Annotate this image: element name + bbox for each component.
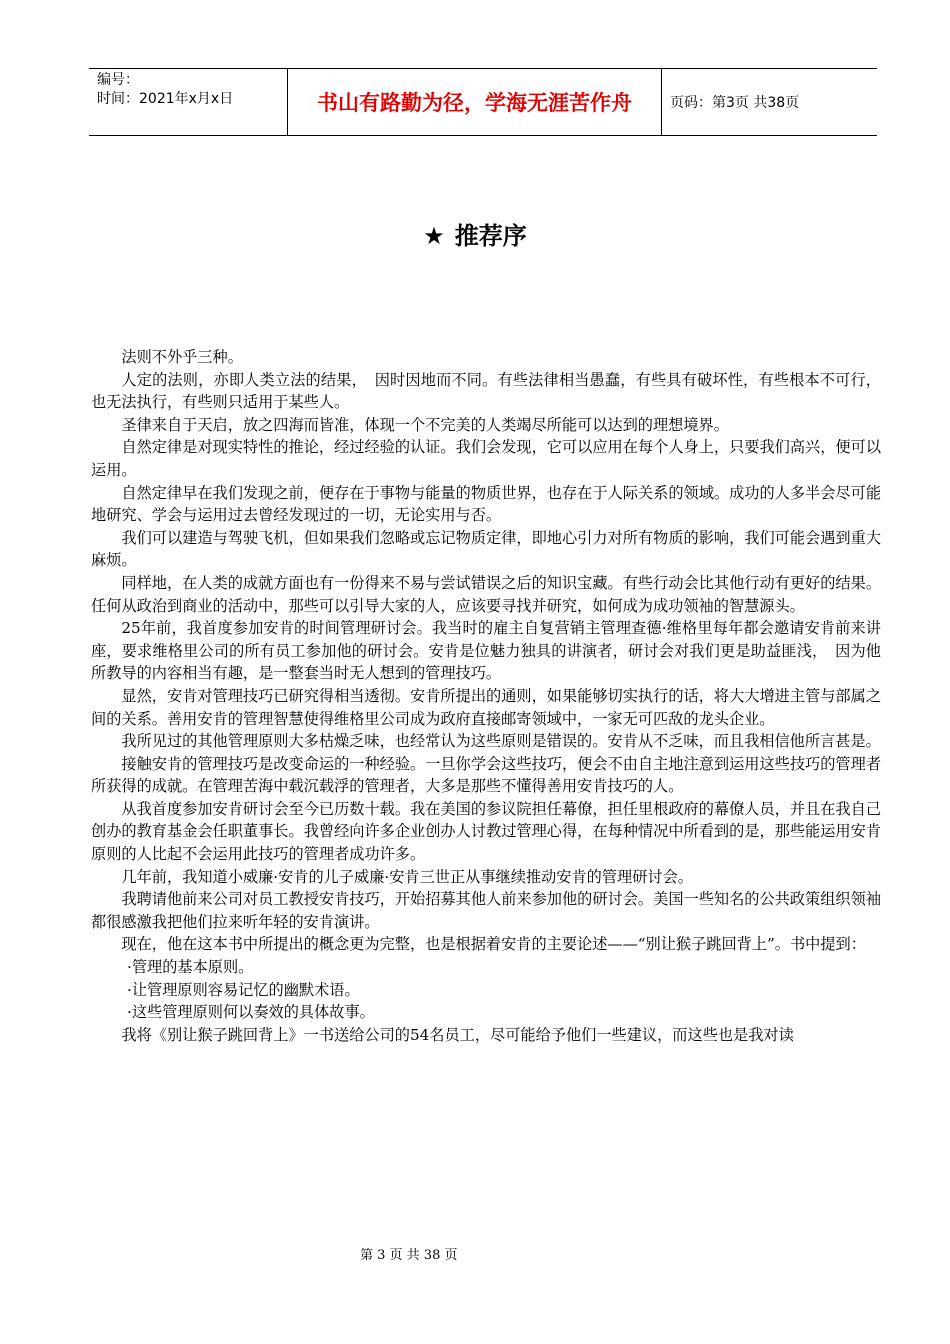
- bullet-item: ·这些管理原则何以奏效的具体故事。: [127, 1003, 375, 1022]
- header-motto: 书山有路勤为径，学海无涯苦作舟: [287, 69, 662, 135]
- paragraph: 人定的法则，亦即人类立法的结果， 因时因地而不同。有些法律相当愚蠢，有些具有破坏性，有些根本不可行，也无法执行，有些则只适用于某些人。: [91, 370, 881, 412]
- bullet-item: ·管理的基本原则。: [127, 958, 254, 977]
- time-label: 时间：2021年x月x日: [97, 91, 234, 107]
- paragraph: 几年前，我知道小威廉·安肯的儿子威廉·安肯三世正从事继续推动安肯的管理研讨会。: [121, 867, 693, 886]
- page-header: [89, 68, 877, 136]
- paragraph: 从我首度参加安肯研讨会至今已历数十载。我在美国的参议院担任幕僚，担任里根政府的幕僚人员，并且在我自己创办的教育基金会任职董事长。我曾经向许多企业创办人讨教过管理心得，在每种情况中所看到的是，那些能运用安肯原则的人比起不会运用此技巧的管理者成功许多。: [91, 799, 881, 864]
- page-title: [0, 216, 950, 251]
- paragraph: 自然定律早在我们发现之前，便存在于事物与能量的物质世界，也存在于人际关系的领域。成功的人多半会尽可能地研究、学会与运用过去曾经发现过的一切，无论实用与否。: [91, 483, 881, 525]
- paragraph: 同样地，在人类的成就方面也有一份得来不易与尝试错误之后的知识宝藏。有些行动会比其他行动有更好的结果。任何从政治到商业的活动中，那些可以引导大家的人，应该要寻找并研究，如何成为成功领袖的智慧源头。: [91, 573, 881, 615]
- paragraph: 显然，安肯对管理技巧已研究得相当透彻。安肯所提出的通则，如果能够切实执行的话，将大大增进主管与部属之间的关系。善用安肯的管理智慧使得维格里公司成为政府直接邮寄领域中，一家无可匹敌的龙头企业。: [91, 686, 881, 728]
- paragraph: 我聘请他前来公司对员工教授安肯技巧，开始招募其他人前来参加他的研讨会。美国一些知名的公共政策组织领袖都很感激我把他们拉来听年轻的安肯演讲。: [91, 890, 881, 931]
- page-footer: 第 3 页 共 38 页: [360, 1248, 458, 1263]
- document-body: [91, 346, 881, 1046]
- paragraph: 25年前，我首度参加安肯的时间管理研讨会。我当时的雇主自复营销主管理查德·维格里每年都会邀请安肯前来讲座，要求维格里公司的所有员工参加他的研讨会。安肯是位魅力独具的讲演者，研讨会对我们更是助益匪浅， 因为他所教导的内容相当有趣，是一整套当时无人想到的管理技巧。: [91, 619, 881, 683]
- number-label: 编号：: [97, 72, 139, 88]
- paragraph: 自然定律是对现实特性的推论，经过经验的认证。我们会发现，它可以应用在每个人身上，只要我们高兴，便可以运用。: [91, 438, 881, 479]
- paragraph: 现在，他在这本书中所提出的概念更为完整，也是根据着安肯的主要论述——“别让猴子跳回背上”。书中提到：: [121, 935, 866, 954]
- paragraph: 法则不外乎三种。: [121, 348, 243, 366]
- paragraph: 我所见过的其他管理原则大多枯燥乏味，也经常认为这些原则是错误的。安肯从不乏味，而且我相信他所言甚是。: [121, 732, 881, 751]
- title-text: 推荐序: [454, 222, 527, 250]
- star-icon: ★: [423, 222, 445, 250]
- bullet-item: ·让管理原则容易记忆的幽默术语。: [127, 980, 360, 999]
- paragraph: 接触安肯的管理技巧是改变命运的一种经验。一旦你学会这些技巧，便会不由自主地注意到运用这些技巧的管理者所获得的成就。在管理苦海中载沉载浮的管理者，大多是那些不懂得善用安肯技巧的人。: [91, 754, 881, 796]
- paragraph: 我将《别让猴子跳回背上》一书送给公司的54名员工，尽可能给予他们一些建议，而这些也是我对读: [121, 1025, 794, 1044]
- header-meta: [89, 69, 287, 135]
- header-page-label: 页码：第3页 共38页: [670, 95, 800, 111]
- paragraph: 圣律来自于天启，放之四海而皆准，体现一个不完美的人类竭尽所能可以达到的理想境界。: [121, 415, 729, 434]
- paragraph: 我们可以建造与驾驶飞机，但如果我们忽略或忘记物质定律，即地心引力对所有物质的影响，我们可能会遇到重大麻烦。: [91, 528, 881, 570]
